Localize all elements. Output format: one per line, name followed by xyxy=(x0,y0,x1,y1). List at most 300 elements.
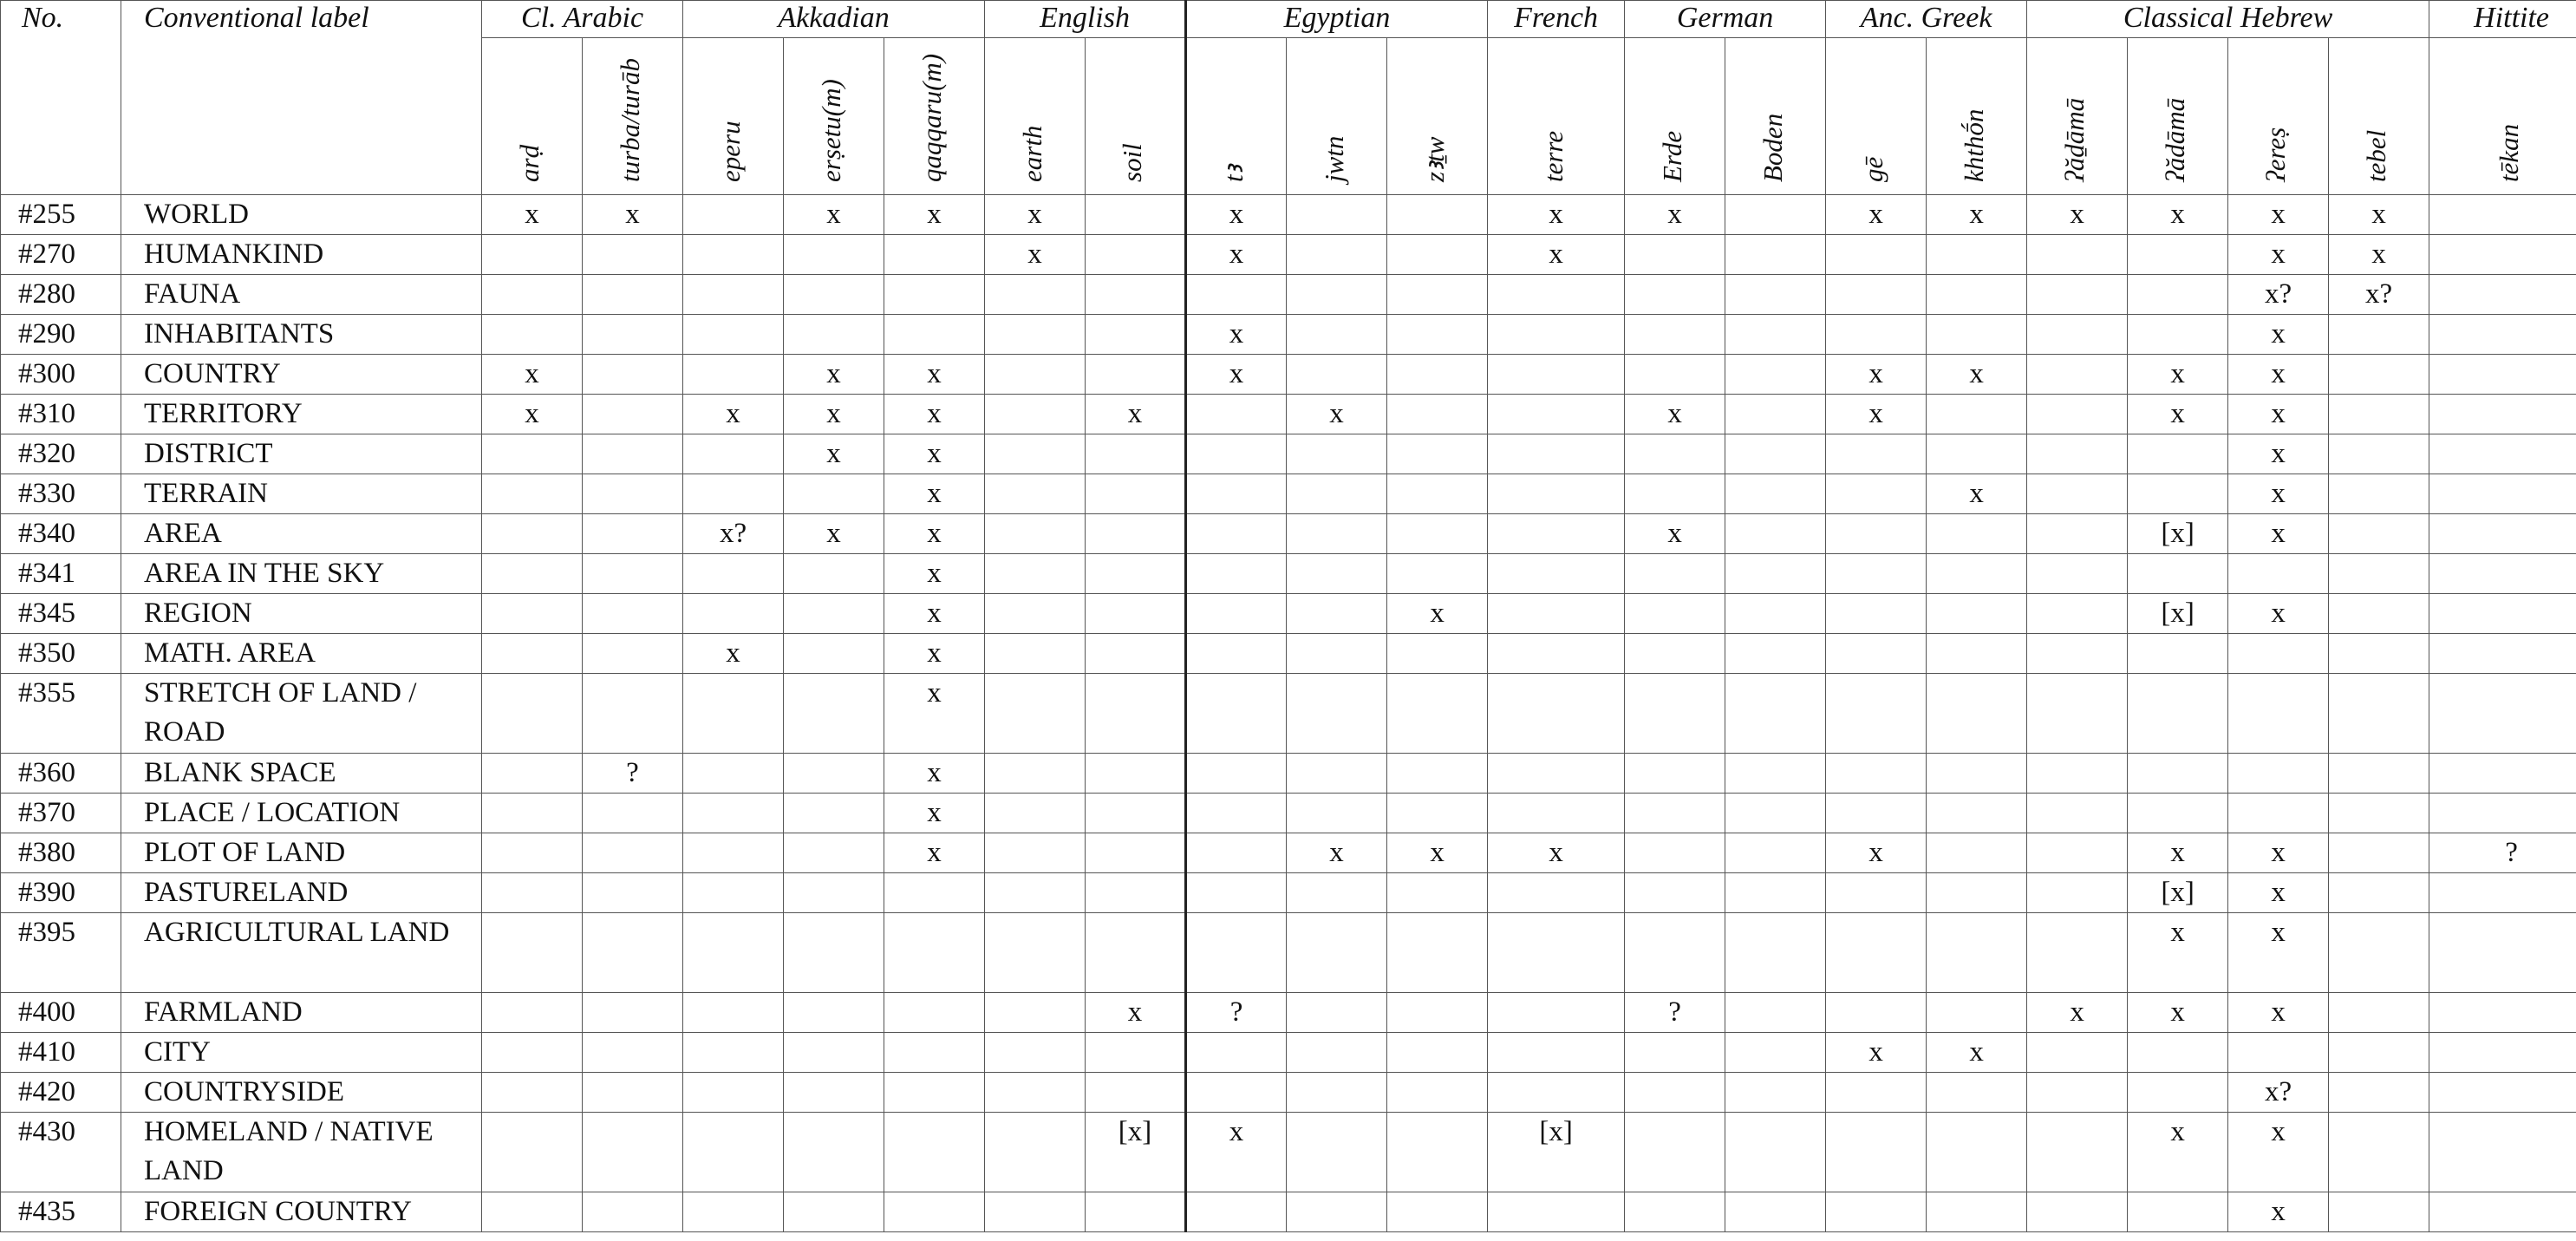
table-cell: x xyxy=(683,634,784,674)
word-header xyxy=(482,38,583,195)
row-number: #350 xyxy=(1,634,121,674)
table-cell xyxy=(2128,754,2228,794)
table-cell xyxy=(784,474,884,514)
table-cell xyxy=(2429,913,2576,993)
table-cell xyxy=(1488,1192,1625,1232)
table-cell xyxy=(2128,674,2228,754)
word-header-label: earth xyxy=(1016,125,1047,182)
table-cell: x xyxy=(1625,395,1725,434)
table-cell xyxy=(583,275,683,315)
table-cell xyxy=(2429,873,2576,913)
table-cell xyxy=(1927,514,2027,554)
table-cell xyxy=(583,833,683,873)
table-cell: x xyxy=(784,434,884,474)
word-header xyxy=(1826,38,1927,195)
word-header-label: zꜣṯw xyxy=(1418,136,1450,182)
table-cell xyxy=(482,594,583,634)
table-cell xyxy=(1086,1073,1186,1113)
word-header-label: qaqqaru(m) xyxy=(916,53,947,182)
table-cell xyxy=(2329,754,2429,794)
table-cell xyxy=(1625,794,1725,833)
table-cell xyxy=(1287,1192,1387,1232)
table-cell: x xyxy=(784,395,884,434)
table-row xyxy=(1,634,2576,674)
table-cell xyxy=(1927,1073,2027,1113)
table-row xyxy=(1,434,2576,474)
table-cell xyxy=(2027,235,2128,275)
table-cell xyxy=(1826,913,1927,993)
table-cell xyxy=(985,514,1086,554)
table-cell xyxy=(2329,833,2429,873)
table-cell xyxy=(1625,1113,1725,1192)
table-cell xyxy=(985,1073,1086,1113)
table-row xyxy=(1,1073,2576,1113)
table-cell xyxy=(1186,594,1287,634)
table-cell: x xyxy=(2027,195,2128,235)
table-cell xyxy=(1387,355,1488,395)
table-cell xyxy=(2429,1192,2576,1232)
table-cell xyxy=(1287,235,1387,275)
row-label: TERRITORY xyxy=(121,395,482,434)
table-cell: x xyxy=(2228,993,2329,1033)
row-number: #370 xyxy=(1,794,121,833)
table-cell xyxy=(583,634,683,674)
table-cell: [x] xyxy=(2128,594,2228,634)
table-cell xyxy=(1086,1192,1186,1232)
table-cell: x xyxy=(2228,195,2329,235)
table-cell xyxy=(482,1033,583,1073)
table-cell xyxy=(1625,554,1725,594)
table-cell xyxy=(985,315,1086,355)
table-cell: x xyxy=(1826,195,1927,235)
table-cell xyxy=(1725,993,1826,1033)
table-cell xyxy=(2329,794,2429,833)
table-cell: x xyxy=(884,355,985,395)
row-number: #360 xyxy=(1,754,121,794)
table-row xyxy=(1,514,2576,554)
row-number: #420 xyxy=(1,1073,121,1113)
language-header: English xyxy=(985,1,1186,38)
table-cell: x xyxy=(1186,195,1287,235)
table-cell xyxy=(2329,355,2429,395)
table-cell: x xyxy=(2228,1192,2329,1232)
table-cell xyxy=(1287,355,1387,395)
table-row xyxy=(1,235,2576,275)
table-row xyxy=(1,594,2576,634)
table-cell xyxy=(2429,195,2576,235)
table-cell xyxy=(482,1192,583,1232)
table-cell xyxy=(2329,514,2429,554)
table-cell xyxy=(1387,315,1488,355)
table-cell: x xyxy=(884,434,985,474)
row-label: AREA IN THE SKY xyxy=(121,554,482,594)
table-cell: x xyxy=(583,195,683,235)
table-cell xyxy=(482,794,583,833)
table-cell xyxy=(482,913,583,993)
row-number: #341 xyxy=(1,554,121,594)
table-cell xyxy=(583,235,683,275)
table-cell xyxy=(1625,913,1725,993)
table-cell xyxy=(583,554,683,594)
row-number: #310 xyxy=(1,395,121,434)
table-cell: x xyxy=(2228,395,2329,434)
table-cell xyxy=(1086,794,1186,833)
table-cell xyxy=(583,674,683,754)
table-cell xyxy=(1086,514,1186,554)
table-body xyxy=(1,195,2576,1232)
language-header: Cl. Arabic xyxy=(482,1,683,38)
row-label: MATH. AREA xyxy=(121,634,482,674)
table-cell: ? xyxy=(1625,993,1725,1033)
table-cell xyxy=(1927,235,2027,275)
language-header: German xyxy=(1625,1,1826,38)
table-cell xyxy=(1287,634,1387,674)
table-row xyxy=(1,195,2576,235)
word-header xyxy=(1488,38,1625,195)
word-header xyxy=(1086,38,1186,195)
table-cell: x xyxy=(482,395,583,434)
table-cell xyxy=(683,993,784,1033)
table-cell xyxy=(1625,674,1725,754)
row-number: #345 xyxy=(1,594,121,634)
table-cell: x xyxy=(884,794,985,833)
table-cell xyxy=(884,873,985,913)
table-cell xyxy=(1488,434,1625,474)
table-cell xyxy=(2329,315,2429,355)
table-cell: x xyxy=(2228,1113,2329,1192)
table-cell xyxy=(1287,594,1387,634)
row-number: #270 xyxy=(1,235,121,275)
table-row xyxy=(1,913,2576,993)
row-number: #435 xyxy=(1,1192,121,1232)
row-label: AREA xyxy=(121,514,482,554)
row-label: STRETCH OF LAND / ROAD xyxy=(121,674,482,754)
table-cell xyxy=(2429,315,2576,355)
table-cell: x xyxy=(2228,594,2329,634)
table-cell xyxy=(985,1192,1086,1232)
table-cell: x xyxy=(1826,1033,1927,1073)
table-cell: x xyxy=(1927,474,2027,514)
table-cell xyxy=(1186,1033,1287,1073)
table-cell xyxy=(2027,873,2128,913)
table-cell xyxy=(583,794,683,833)
table-cell xyxy=(1186,554,1287,594)
table-cell xyxy=(583,514,683,554)
table-cell xyxy=(1488,1073,1625,1113)
table-cell xyxy=(1086,195,1186,235)
table-cell: x xyxy=(482,195,583,235)
table-cell xyxy=(884,1073,985,1113)
header-number: No. xyxy=(1,1,121,195)
table-cell xyxy=(884,913,985,993)
row-label: PLACE / LOCATION xyxy=(121,794,482,833)
table-cell xyxy=(2027,913,2128,993)
table-cell xyxy=(583,913,683,993)
table-cell xyxy=(482,1073,583,1113)
row-label: PLOT OF LAND xyxy=(121,833,482,873)
table-cell xyxy=(1086,634,1186,674)
table-cell xyxy=(1186,754,1287,794)
table-cell xyxy=(2027,1073,2128,1113)
word-header-label: turba/turāb xyxy=(614,58,645,182)
table-cell xyxy=(1287,754,1387,794)
table-cell xyxy=(2429,434,2576,474)
table-cell xyxy=(985,873,1086,913)
row-number: #320 xyxy=(1,434,121,474)
table-cell xyxy=(1488,275,1625,315)
table-cell xyxy=(2027,594,2128,634)
table-cell xyxy=(1387,395,1488,434)
table-cell xyxy=(1086,674,1186,754)
table-cell xyxy=(583,993,683,1033)
table-cell xyxy=(1625,873,1725,913)
table-cell: x xyxy=(884,634,985,674)
table-cell xyxy=(1488,594,1625,634)
table-cell xyxy=(2128,794,2228,833)
table-cell xyxy=(2128,315,2228,355)
table-cell xyxy=(683,195,784,235)
table-row xyxy=(1,554,2576,594)
table-cell xyxy=(1186,1073,1287,1113)
table-cell xyxy=(1186,794,1287,833)
table-cell xyxy=(2027,674,2128,754)
table-cell: x xyxy=(1186,235,1287,275)
table-cell xyxy=(1826,1192,1927,1232)
table-cell xyxy=(1927,554,2027,594)
table-cell xyxy=(1725,594,1826,634)
word-header-label: erṣetu(m) xyxy=(815,79,846,182)
table-cell xyxy=(1186,395,1287,434)
table-cell xyxy=(1387,434,1488,474)
table-cell: x xyxy=(1826,355,1927,395)
table-cell xyxy=(1488,634,1625,674)
row-label: DISTRICT xyxy=(121,434,482,474)
table-cell: x xyxy=(1086,395,1186,434)
table-cell: x xyxy=(784,195,884,235)
table-cell xyxy=(2128,1073,2228,1113)
table-cell xyxy=(1387,195,1488,235)
word-header-label: tēkan xyxy=(2493,123,2524,182)
table-row xyxy=(1,1033,2576,1073)
table-cell: x xyxy=(1387,594,1488,634)
word-header xyxy=(2429,38,2576,195)
table-cell xyxy=(2128,235,2228,275)
table-cell: x xyxy=(2228,434,2329,474)
table-cell xyxy=(1287,674,1387,754)
table-cell xyxy=(1927,1113,2027,1192)
table-cell: x xyxy=(2027,993,2128,1033)
word-header-label: soil xyxy=(1117,143,1148,182)
table-cell xyxy=(985,833,1086,873)
table-cell xyxy=(2128,1033,2228,1073)
table-cell xyxy=(683,554,784,594)
table-cell xyxy=(683,474,784,514)
table-cell: x? xyxy=(2228,275,2329,315)
table-cell xyxy=(683,315,784,355)
table-cell: x xyxy=(884,674,985,754)
word-header xyxy=(2027,38,2128,195)
word-header xyxy=(1927,38,2027,195)
language-header-row xyxy=(1,1,2576,38)
table-cell xyxy=(2027,315,2128,355)
table-cell: x xyxy=(1927,1033,2027,1073)
table-cell xyxy=(985,1113,1086,1192)
table-cell xyxy=(2228,794,2329,833)
table-cell xyxy=(2329,474,2429,514)
table-cell xyxy=(1826,1113,1927,1192)
table-row xyxy=(1,474,2576,514)
table-cell: x xyxy=(683,395,784,434)
table-cell xyxy=(985,594,1086,634)
table-cell xyxy=(1387,634,1488,674)
table-cell xyxy=(985,434,1086,474)
table-cell xyxy=(1488,355,1625,395)
table-cell: x xyxy=(2228,315,2329,355)
table-cell: [x] xyxy=(1086,1113,1186,1192)
table-cell xyxy=(2429,235,2576,275)
table-row xyxy=(1,315,2576,355)
table-cell xyxy=(985,634,1086,674)
table-cell xyxy=(1826,754,1927,794)
table-cell: x xyxy=(1186,355,1287,395)
language-header: Egyptian xyxy=(1186,1,1488,38)
table-cell xyxy=(2027,1033,2128,1073)
word-header xyxy=(683,38,784,195)
row-label: CITY xyxy=(121,1033,482,1073)
row-label: FAUNA xyxy=(121,275,482,315)
table-cell xyxy=(2329,554,2429,594)
word-header-label: eperu xyxy=(714,121,746,182)
table-cell xyxy=(2128,474,2228,514)
word-header-label: Erde xyxy=(1656,130,1687,182)
table-cell xyxy=(583,1033,683,1073)
table-row xyxy=(1,395,2576,434)
table-cell xyxy=(1625,754,1725,794)
table-cell xyxy=(482,993,583,1033)
table-cell xyxy=(784,993,884,1033)
table-cell xyxy=(1725,873,1826,913)
table-cell xyxy=(884,235,985,275)
table-cell xyxy=(2429,993,2576,1033)
row-label: AGRICULTURAL LAND xyxy=(121,913,482,993)
table-cell xyxy=(1725,1113,1826,1192)
table-cell: x xyxy=(884,474,985,514)
word-header-label: tebel xyxy=(2360,129,2391,182)
table-cell xyxy=(1387,235,1488,275)
row-number: #400 xyxy=(1,993,121,1033)
table-cell xyxy=(1186,1192,1287,1232)
table-cell xyxy=(2027,474,2128,514)
table-cell xyxy=(1725,195,1826,235)
table-cell xyxy=(884,315,985,355)
table-cell xyxy=(2027,554,2128,594)
table-cell xyxy=(784,913,884,993)
table-cell xyxy=(2329,993,2429,1033)
word-header-label: Boden xyxy=(1757,113,1788,182)
language-header: Anc. Greek xyxy=(1826,1,2027,38)
table-cell xyxy=(784,1113,884,1192)
table-cell xyxy=(2027,275,2128,315)
table-cell: x xyxy=(985,195,1086,235)
table-cell xyxy=(1387,794,1488,833)
table-cell: x xyxy=(2128,195,2228,235)
table-cell xyxy=(1826,434,1927,474)
table-cell xyxy=(1725,474,1826,514)
table-cell xyxy=(1287,514,1387,554)
table-cell xyxy=(1488,754,1625,794)
table-cell xyxy=(482,833,583,873)
row-label: HOMELAND / NATIVE LAND xyxy=(121,1113,482,1192)
word-header xyxy=(2329,38,2429,195)
table-cell xyxy=(1488,554,1625,594)
table-cell xyxy=(1625,434,1725,474)
table-cell: x xyxy=(2128,993,2228,1033)
row-number: #410 xyxy=(1,1033,121,1073)
table-cell xyxy=(2228,634,2329,674)
table-cell xyxy=(1186,913,1287,993)
table-cell xyxy=(2329,594,2429,634)
table-cell xyxy=(1625,235,1725,275)
table-cell xyxy=(884,1033,985,1073)
table-cell xyxy=(784,1192,884,1232)
table-row xyxy=(1,1192,2576,1232)
table-cell: x xyxy=(482,355,583,395)
table-cell: x xyxy=(1186,1113,1287,1192)
row-label: COUNTRY xyxy=(121,355,482,395)
table-cell: x xyxy=(2329,195,2429,235)
table-cell xyxy=(2027,634,2128,674)
row-number: #290 xyxy=(1,315,121,355)
table-row xyxy=(1,674,2576,754)
table-cell xyxy=(1186,674,1287,754)
table-cell xyxy=(1725,355,1826,395)
table-cell xyxy=(784,1033,884,1073)
table-cell: [x] xyxy=(1488,1113,1625,1192)
table-cell xyxy=(1927,275,2027,315)
table-cell: x xyxy=(1287,833,1387,873)
table-cell xyxy=(985,1033,1086,1073)
table-cell xyxy=(1086,754,1186,794)
table-cell xyxy=(1625,1033,1725,1073)
table-cell xyxy=(482,514,583,554)
word-header-label: arḍ xyxy=(513,144,545,182)
table-row xyxy=(1,993,2576,1033)
table-cell xyxy=(1086,474,1186,514)
table-cell xyxy=(2329,873,2429,913)
table-cell xyxy=(784,594,884,634)
table-cell xyxy=(784,1073,884,1113)
table-cell xyxy=(784,873,884,913)
table-cell: x xyxy=(2128,355,2228,395)
table-cell: x xyxy=(1287,395,1387,434)
table-cell xyxy=(784,634,884,674)
row-label: INHABITANTS xyxy=(121,315,482,355)
table-cell xyxy=(482,235,583,275)
table-cell: [x] xyxy=(2128,514,2228,554)
table-cell xyxy=(482,315,583,355)
table-cell xyxy=(1725,913,1826,993)
table-cell: x xyxy=(884,514,985,554)
table-cell xyxy=(1625,833,1725,873)
table-cell xyxy=(1488,474,1625,514)
table-cell xyxy=(683,275,784,315)
table-cell xyxy=(1287,913,1387,993)
table-cell xyxy=(784,833,884,873)
table-cell xyxy=(1725,634,1826,674)
table-cell xyxy=(1725,1192,1826,1232)
table-cell xyxy=(884,275,985,315)
table-cell xyxy=(2027,833,2128,873)
